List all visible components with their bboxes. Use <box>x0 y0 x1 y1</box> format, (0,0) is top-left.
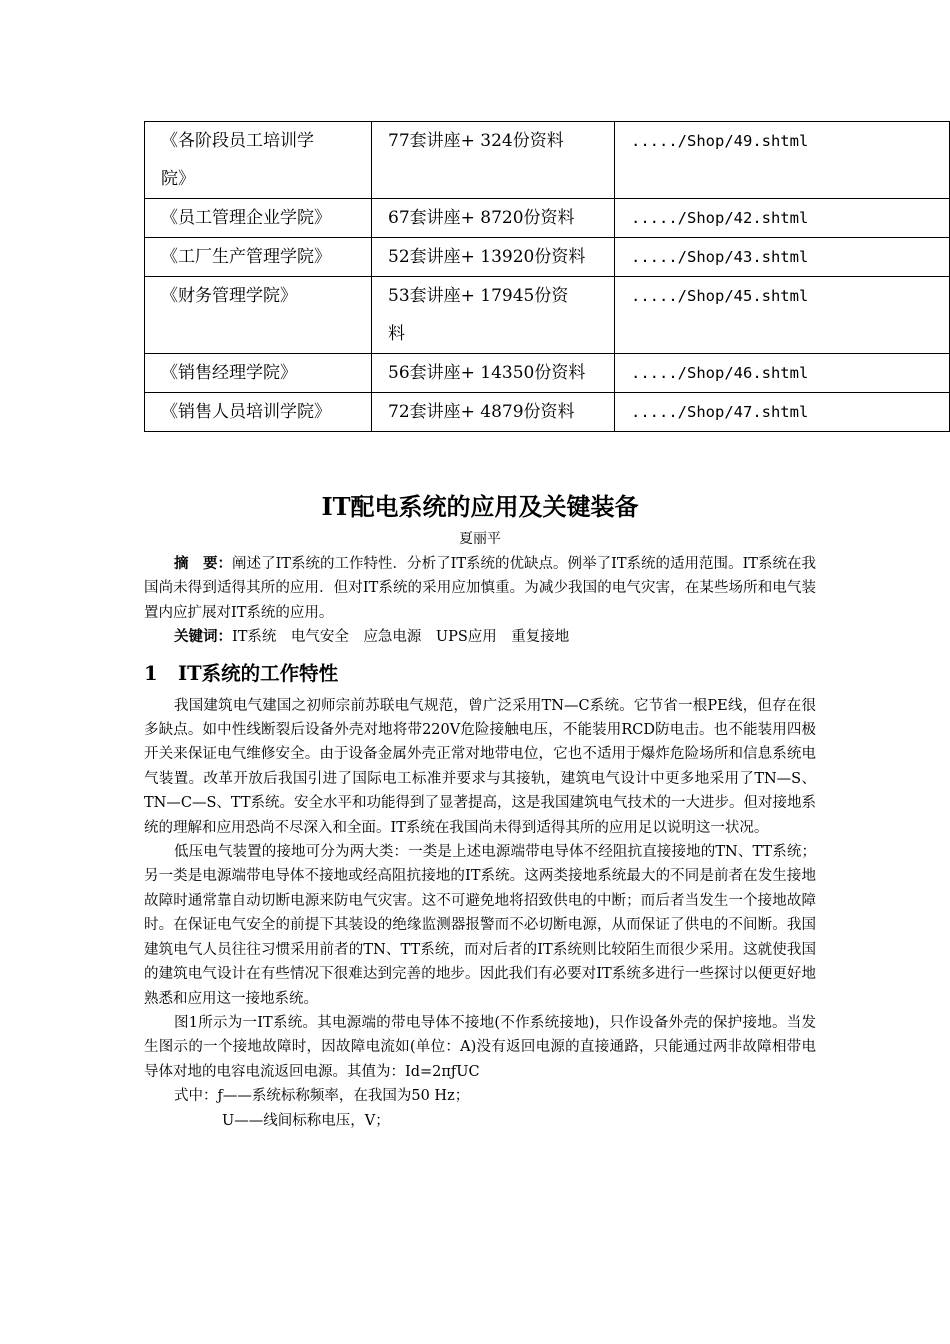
course-link[interactable]: ...../Shop/47.shtml <box>631 403 809 421</box>
course-count: 77套讲座+ 324份资料 <box>388 131 564 151</box>
paragraph-1: 我国建筑电气建国之初师宗前苏联电气规范，曾广泛采用TN—C系统。它节省一根PE线，但存在很多缺点。如中性线断裂后设备外壳对地将带220V危险接触电压，不能装用RCD防电击。也不能装用四极开关来保证电气维修安全。由于设备金属外壳正常对地带电位，它也不适用于爆炸危险场所和信息系统电气装置。改革开放后我国引进了国际电工标准并要求与其接轨，建筑电气设计中更多地采用了TN—S、TN—C—S、TT系统。安全水平和功能得到了显著提高，这是我国建筑电气技术的一大进步。但对接地系统的理解和应用恐尚不尽深入和全面。IT系统在我国尚未得到适得其所的应用足以说明这一状况。 <box>144 697 816 836</box>
course-link[interactable]: ...../Shop/46.shtml <box>631 364 809 382</box>
course-link-cell[interactable] <box>615 238 950 277</box>
course-name-cont: 院》 <box>161 169 195 189</box>
course-link[interactable]: ...../Shop/42.shtml <box>631 209 809 227</box>
course-name-cell <box>145 393 372 432</box>
course-count-cell <box>372 354 615 393</box>
table-row <box>145 122 950 199</box>
abstract-label: 摘 要： <box>174 555 233 572</box>
course-link[interactable]: ...../Shop/43.shtml <box>631 248 809 266</box>
course-count-cell <box>372 238 615 277</box>
table-row <box>145 238 950 277</box>
course-count-cell <box>372 199 615 238</box>
course-link-cell[interactable] <box>615 199 950 238</box>
table-row <box>145 354 950 393</box>
course-name-cell <box>145 277 372 354</box>
course-count-cell <box>372 277 615 354</box>
course-link[interactable]: ...../Shop/49.shtml <box>631 132 809 150</box>
course-name-cell <box>145 122 372 199</box>
catalog-body <box>145 122 950 432</box>
course-count-cell <box>372 122 615 199</box>
paragraph-3: 图1所示为一IT系统。其电源端的带电导体不接地(不作系统接地)，只作设备外壳的保护接地。当发生图示的一个接地故障时，因故障电流如(单位：A)没有返回电源的直接通路，只能通过两非故障相带电导体对地的电容电流返回电源。其值为：Id=2πƒUC <box>144 1014 816 1080</box>
course-count: 67套讲座+ 8720份资料 <box>388 208 575 228</box>
formula-definition-u: U——线间标称电压，V； <box>222 1112 390 1129</box>
paragraph-2: 低压电气装置的接地可分为两大类：一类是上述电源端带电导体不经阻抗直接接地的TN、TT系统；另一类是电源端带电导体不接地或经高阻抗接地的IT系统。这两类接地系统最大的不同是前者在发生接地故障时通常靠自动切断电源来防电气灾害。这不可避免地将招致供电的中断；而后者当发生一个接地故障时。在保证电气安全的前提下其装设的绝缘监测器报警而不必切断电源，从而保证了供电的不间断。我国建筑电气人员往往习惯采用前者的TN、TT系统，而对后者的IT系统则比较陌生而很少采用。这就使我国的建筑电气设计在有些情况下很难达到完善的地步。因此我们有必要对IT系统多进行一些探讨以便更好地熟悉和应用这一接地系统。 <box>144 844 816 1007</box>
course-name: 《工厂生产管理学院》 <box>161 247 331 267</box>
course-name-cell <box>145 354 372 393</box>
table-row <box>145 393 950 432</box>
article-author: 夏丽平 <box>459 531 501 547</box>
abstract <box>144 552 816 625</box>
course-name: 《销售经理学院》 <box>161 363 297 383</box>
course-name: 《员工管理企业学院》 <box>161 208 331 228</box>
catalog-table <box>144 121 950 432</box>
course-link[interactable]: ...../Shop/45.shtml <box>631 287 809 305</box>
course-link-cell[interactable] <box>615 354 950 393</box>
table-row <box>145 277 950 354</box>
article <box>144 488 816 1133</box>
table-row <box>145 199 950 238</box>
course-name: 《各阶段员工培训学 <box>161 131 314 151</box>
abstract-text: 阐述了IT系统的工作特性．分析了IT系统的优缺点。例举了IT系统的适用范围。IT系统在我国尚未得到适得其所的应用．但对IT系统的采用应加慎重。为减少我国的电气灾害，在某些场所和电气装置内应扩展对IT系统的应用。 <box>144 556 817 621</box>
course-name: 《销售人员培训学院》 <box>161 402 331 422</box>
course-name-cell <box>145 199 372 238</box>
keywords <box>144 625 816 649</box>
keywords-label: 关键词： <box>174 628 232 646</box>
course-link-cell[interactable] <box>615 122 950 199</box>
course-count: 52套讲座+ 13920份资料 <box>388 247 586 267</box>
course-name: 《财务管理学院》 <box>161 286 297 306</box>
course-name-cell <box>145 238 372 277</box>
course-count-cont: 料 <box>388 324 405 344</box>
section-number: 1 <box>144 661 158 685</box>
course-count: 72套讲座+ 4879份资料 <box>388 402 575 422</box>
section-heading <box>144 656 816 692</box>
course-link-cell[interactable] <box>615 277 950 354</box>
section-title: IT系统的工作特性 <box>178 661 339 685</box>
course-count: 56套讲座+ 14350份资料 <box>388 363 586 383</box>
keywords-text: IT系统 电气安全 应急电源 UPS应用 重复接地 <box>232 629 570 646</box>
article-title: IT配电系统的应用及关键装备 <box>321 492 639 521</box>
course-link-cell[interactable] <box>615 393 950 432</box>
course-count-cell <box>372 393 615 432</box>
course-count: 53套讲座+ 17945份资 <box>388 286 569 306</box>
formula-definition-f: 式中：ƒ——系统标称频率，在我国为50 Hz； <box>174 1088 470 1105</box>
